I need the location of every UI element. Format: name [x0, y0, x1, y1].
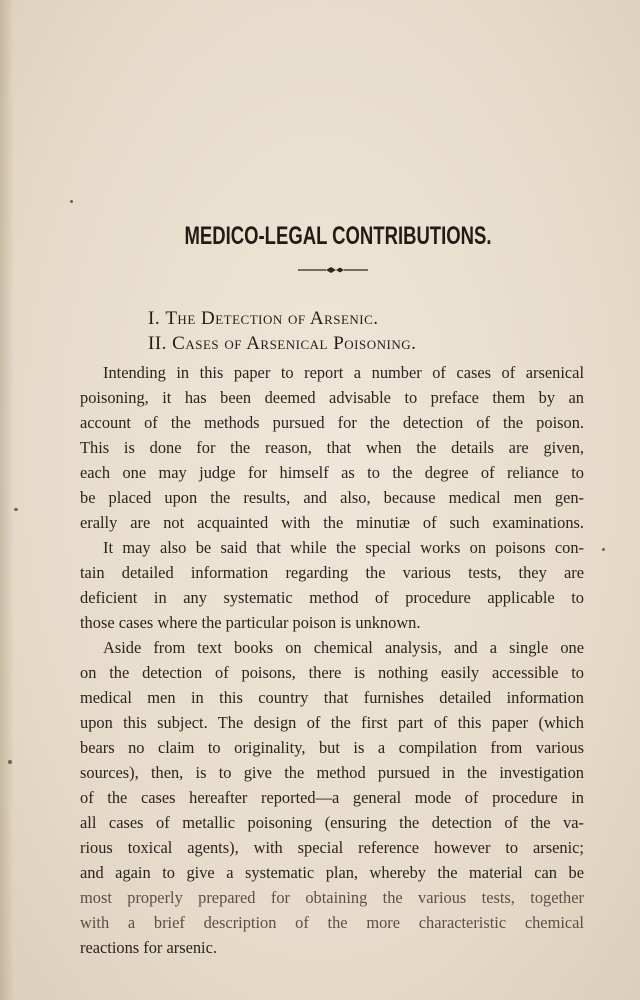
text-line: bears no claim to originality, but is a compilation from various [80, 738, 584, 757]
text-line: deficient in any systematic method of procedure applicable to [80, 588, 584, 607]
text-line: account of the methods pursued for the detection of the poison. [80, 413, 584, 432]
text-line: rious toxical agents), with special reference however to arsenic; [80, 838, 584, 857]
text-line: with a brief description of the more characteristic chemical [80, 913, 584, 932]
paper-speck [14, 508, 18, 511]
section-heading-2 [148, 333, 416, 355]
page-binding-shadow [0, 0, 14, 1000]
paper-speck [8, 760, 12, 764]
text-line: reactions for arsenic. [80, 938, 217, 957]
text-line: on the detection of poisons, there is nothing easily accessible to [80, 663, 584, 682]
text-line: It may also be said that while the special works on poisons con- [103, 538, 584, 557]
text-line: those cases where the particular poison is unknown. [80, 613, 421, 632]
text-line: poisoning, it has been deemed advisable to preface them by an [80, 388, 584, 407]
text-line: Aside from text books on chemical analysis, and a single one [103, 638, 584, 657]
text-line: all cases of metallic poisoning (ensuring the detection of the va- [80, 813, 584, 832]
page-title: MEDICO-LEGAL CONTRIBUTIONS. [184, 222, 492, 250]
text-line: Intending in this paper to report a number of cases of arsenical [103, 363, 584, 382]
heading-numeral: II. [148, 333, 167, 354]
text-line: sources), then, is to give the method pursued in the investigation [80, 763, 584, 782]
text-line: and again to give a systematic plan, whereby the material can be [80, 863, 584, 882]
heading-text: The Detection of Arsenic. [165, 308, 379, 329]
heading-numeral: I. [148, 308, 161, 329]
text-line: most properly prepared for obtaining the various tests, together [80, 888, 584, 907]
text-line: be placed upon the results, and also, because medical men gen- [80, 488, 584, 507]
paper-speck [70, 200, 73, 203]
heading-text: Cases of Arsenical Poisoning. [172, 333, 417, 354]
text-line: This is done for the reason, that when the details are given, [80, 438, 584, 457]
text-line: upon this subject. The design of the first part of this paper (which [80, 713, 584, 732]
text-line: of the cases hereafter reported—a general mode of procedure in [80, 788, 584, 807]
text-line: each one may judge for himself as to the degree of reliance to [80, 463, 584, 482]
ornament-rule-icon [296, 262, 370, 278]
text-line: erally are not acquainted with the minutiæ of such examinations. [80, 513, 584, 532]
section-heading-1 [148, 308, 379, 330]
paper-speck [602, 548, 605, 551]
text-line: tain detailed information regarding the various tests, they are [80, 563, 584, 582]
text-line: medical men in this country that furnishes detailed information [80, 688, 584, 707]
